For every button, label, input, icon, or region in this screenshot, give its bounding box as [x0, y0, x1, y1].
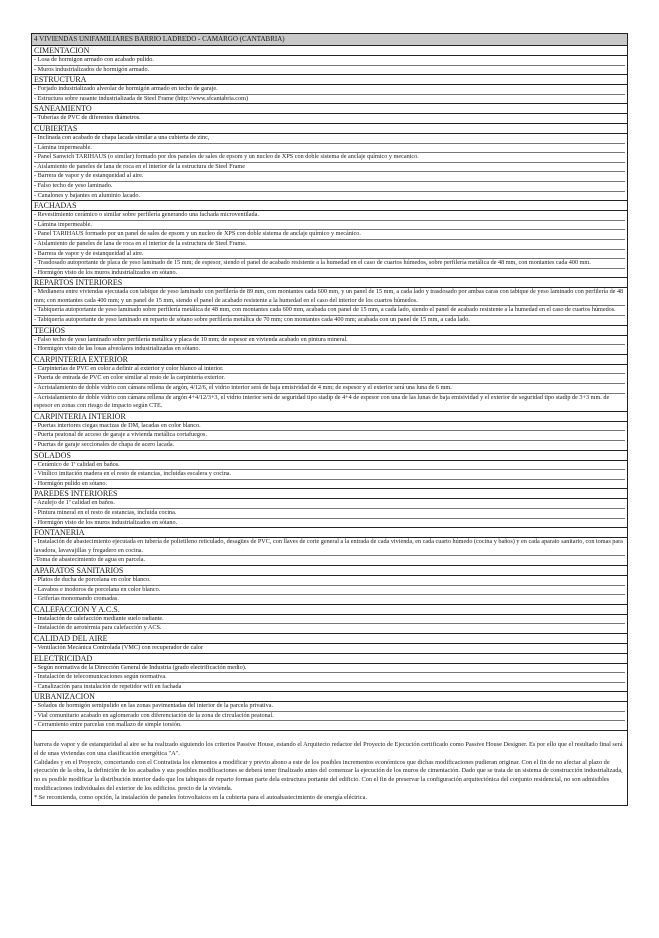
section-items	[32, 643, 628, 653]
note-paragraph: barrera de vapor y de estanqueidad al aire se ha realizado siguiendo los criterios Passive House, estando el Arquitecto redactor del Proyecto de Ejecución certificado como Passive House Designer. Es por ello que el resultado final será el de unas viviendas con una clasificación energética "A".	[34, 741, 623, 757]
section-items	[32, 663, 628, 692]
spec-item: - Tabiquería autoportante de yeso laminado sobre perfilería metálica de 48 mm, con montantes cada 600 mm, acabada con panel de 15 mm, a cada lado, siendo el panel de acabado resistente a la humedad en el caso de cuartos húmedos.	[34, 305, 625, 315]
spec-item: - Instalación de abastecimiento ejecutada en tubería de polietileno reticulado, desagües de PVC, con llaves de corte general a la entrada de cada vivienda, en cada cuarto húmedo (cocina y baños) y en cada aparato sanitario, con tomas para lavadora, lavavajillas y fregadero en cocina.	[34, 538, 623, 554]
specifications-document	[31, 33, 628, 806]
section-title: APARATOS SANITARIOS	[32, 565, 628, 575]
specifications-table	[31, 45, 628, 731]
section-items-row	[32, 85, 628, 104]
spec-item: - Instalación de calefacción mediante suelo radiante.	[34, 614, 164, 622]
section-title: URBANIZACION	[32, 692, 628, 702]
section-header-row	[32, 75, 628, 85]
spec-item: - Según normativa de la Dirección General de Industria (grado electrificación medio).	[34, 663, 247, 671]
spec-item: - Hormigón visto de los muros industrializados en sótano.	[34, 518, 625, 528]
spec-item: - Barrera de vapor y de estanqueidad al aire.	[34, 249, 625, 259]
section-header-row	[32, 489, 628, 499]
section-items	[32, 56, 628, 75]
spec-item: - Instalación de telecomunicaciones según normativa.	[34, 672, 625, 682]
spec-item: - Panel Sanwich TARIHAUS (o similar) formado por dos paneles de sales de epsom y un nucleo de XPS con doble sistema de anclaje químico y mecanico.	[34, 152, 625, 162]
section-header-row	[32, 46, 628, 56]
spec-item: - Cerramiento entre parcelas con mallazo de simple torsión.	[34, 720, 625, 730]
spec-item: - Tuberías de PVC de diferentes diámetros.	[34, 114, 141, 122]
section-items-row	[32, 421, 628, 450]
section-header-row	[32, 201, 628, 211]
section-items	[32, 460, 628, 489]
section-items-row	[32, 335, 628, 354]
section-items-row	[32, 133, 628, 200]
section-header-row	[32, 528, 628, 538]
section-header-row	[32, 354, 628, 364]
spec-item: - Estructura sobre rasante industrializada de Steel Frame (http://www.sfcantabria.com)	[34, 94, 625, 104]
spec-item: - Ventilación Mecánica Controlada (VMC) con recuperador de calor	[34, 643, 203, 651]
section-items-row	[32, 499, 628, 528]
section-items-row	[32, 364, 628, 411]
document-title: 4 VIVIENDAS UNIFAMILIARES BARRIO LADREDO - CAMARGO (CANTABRIA)	[31, 33, 628, 45]
section-header-row	[32, 450, 628, 460]
section-items	[32, 133, 628, 200]
spec-item: - Lámina impermeable.	[34, 220, 625, 230]
spec-item: - Canalones y bajantes en aluminio lacado.	[34, 191, 625, 201]
section-title: PAREDES INTERIORES	[32, 489, 628, 499]
section-title: FONTANERIA	[32, 528, 628, 538]
spec-item: - Vinílico imitación madera en el resto de estancias, incluidas escalera y cocina.	[34, 469, 625, 479]
spec-item: - Medianera entre viviendas ejecutada con tabique de yeso laminado con perfilería de 89 mm, con montantes cada 600 mm, y un panel de 15 mm, a cada lado y trasdosado por ambas caras con tabique de yeso laminado con perfilería de 48 mm; con montantes cada 400 mm; y un panel de 15 mm, siendo el panel de acabado resistente a la humedad en el caso del interior de los cuartos húmedos.	[34, 288, 624, 304]
note-paragraph: Calidades y en el Proyecto, concertando con el Contratista los elementos a modificar y previo abono a este de los posibles incrementos económicos que dichas modificaciones pudieran originar. Con el fin de no afectar al plazo de ejecución de la obra, la definición de los acabados y sus posibles modificaciones se deberá tener finalizado antes del comenzar la ejecución de los muros de cimentación. Dado que se trata de un sistema de construcción industrializada, no es posible modificar la distribución interior dado que los tabiques de reparto forman parte dela estructura portante del edificio. Con el fin de preservar la configuración arquitectónica del conjunto residencial, no son admisibles modificaciones individuales del exterior de los edificios. precio de la vivienda.	[34, 758, 623, 793]
spec-item: - Losa de hormigon armado con acabado pulido.	[34, 56, 154, 63]
section-items	[32, 702, 628, 731]
spec-item: - Azulejo de 1ª calidad en baños.	[34, 499, 115, 507]
spec-item: - Canalización para instalación de repetidor wifi en fachada	[34, 682, 625, 692]
section-items-row	[32, 211, 628, 278]
section-header-row	[32, 104, 628, 114]
note-paragraph: * Se recomienda, como opción, la instalación de paneles fotovoltaicos en la cubierta para el autoabastecimiento de energía eléctrica.	[34, 793, 367, 801]
spec-item: - Carpinterías de PVC en color a definir al exterior y color blanco al interior.	[34, 364, 224, 372]
section-items	[32, 288, 628, 325]
section-title: CALEFACCION Y A.C.S.	[32, 604, 628, 614]
section-items-row	[32, 702, 628, 731]
spec-item: - Solados de hormigón semipulido en las zonas pavimentadas del interior de la parcela privativa.	[34, 702, 274, 710]
section-title: CUBIERTAS	[32, 123, 628, 133]
section-items-row	[32, 288, 628, 325]
section-items	[32, 538, 628, 566]
spec-item: - Vial comunitario acabado en aglomerado con diferenciación de la zona de circulación peatonal.	[34, 711, 625, 721]
section-items-row	[32, 643, 628, 653]
section-items-row	[32, 663, 628, 692]
section-items	[32, 614, 628, 633]
section-header-row	[32, 633, 628, 643]
section-header-row	[32, 325, 628, 335]
spec-item: - Panel TARIHAUS formado por un panel de sales de epsom y un nucleo de XPS con doble sistema de anclaje químico y mecánico.	[34, 229, 625, 239]
section-items	[32, 114, 628, 124]
spec-item: - Aislamiento de paneles de lana de roca en el interior de la estructura de Steel Frame	[34, 162, 625, 172]
spec-item: - Platos de ducha de porcelana en color blanco.	[34, 575, 151, 583]
section-items	[32, 335, 628, 354]
section-title: CARPINTERIA EXTERIOR	[32, 354, 628, 364]
spec-item: -Toma de abastecimiento de agua en parcela.	[34, 555, 625, 565]
spec-item: - Hormigón visto de las losas alveolares industrializadas en sótano.	[34, 344, 625, 354]
section-header-row	[32, 411, 628, 421]
section-items-row	[32, 114, 628, 124]
section-items-row	[32, 614, 628, 633]
spec-item: - Puertas interiores ciegas macizas de DM, lacadas en color blanco.	[34, 421, 201, 429]
spec-item: - Puerta de entrada de PVC en color similar al resto de la carpintería exterior.	[34, 373, 625, 383]
section-title: TECHOS	[32, 325, 628, 335]
section-header-row	[32, 692, 628, 702]
section-title: CALIDAD DEL AIRE	[32, 633, 628, 643]
section-title: CARPINTERIA INTERIOR	[32, 411, 628, 421]
section-items	[32, 421, 628, 450]
notes-block	[31, 731, 628, 806]
specifications-body	[32, 46, 628, 731]
spec-item: - Hormigón visto de los muros industrializados en sótano.	[34, 268, 625, 278]
spec-item: - Acristalamiento de doble vidrio con cámara rellena de argón, 4/12/6, el vidrio interior será de baja emisividad de 4 mm; de espesor y el exterior será una luna de 6 mm.	[34, 383, 625, 393]
section-items-row	[32, 575, 628, 604]
spec-item: - Puerta peatonal de acceso de garaje a vivienda metálica cortafuegos.	[34, 430, 625, 440]
section-items	[32, 85, 628, 104]
section-title: FACHADAS	[32, 201, 628, 211]
section-title: REPARTOS INTERIORES	[32, 278, 628, 288]
spec-item: - Puertas de garaje seccionales de chapa de acero lacada.	[34, 440, 625, 450]
spec-item: - Hormigón pulido en sótano.	[34, 479, 625, 489]
spec-item: - Aislamiento de paneles de lana de roca en el interior de la estructura de Steel Frame.	[34, 239, 625, 249]
spec-item: - Muros industrializados de hormigón armado.	[34, 65, 625, 75]
spec-item: - Revestimiento cerámico o similar sobre perfilería generando una fachada microventilada.	[34, 211, 259, 219]
spec-item: - Inclinada con acabado de chapa lacada similar a una cubierta de zinc,	[34, 133, 210, 141]
spec-item: - Forjado industrializado alveolar de hormigón armado en techo de garaje.	[34, 85, 218, 93]
section-title: ESTRUCTURA	[32, 75, 628, 85]
spec-item: - Pintura mineral en el resto de estancias, incluida cocina.	[34, 508, 625, 518]
section-items	[32, 364, 628, 411]
spec-item: - Tabiquería autoportante de yeso laminado en reparto de sótano sobre perfilería metálica de 70 mm; con montantes cada 400 mm; acabada con un panel de 15 mm, a cada lado.	[34, 315, 625, 325]
section-items	[32, 211, 628, 278]
section-items-row	[32, 538, 628, 566]
section-items	[32, 499, 628, 528]
section-title: SOLADOS	[32, 450, 628, 460]
spec-item: - Lámina impermeable.	[34, 143, 625, 153]
section-header-row	[32, 123, 628, 133]
section-title: CIMENTACION	[32, 46, 628, 56]
section-items-row	[32, 56, 628, 75]
spec-item: - Acristalamiento de doble vidrio con cámara rellena de argón 4+4/12/3+3, el vidrio interior será de seguridad tipo stadip de 4+4 de espesor con una de las lunas de baja emisividad y el exterior de seguridad tipo stadip de 3+3 mm. de espesor en zonas con riesgo de impacto según CTE.	[34, 393, 625, 411]
spec-item: - Instalación de aerotérmia para calefacción y ACS.	[34, 623, 625, 633]
spec-item: - Trasdosado autoportante de placa de yeso laminado de 15 mm; de espesor, siendo el panel de acabado resistente a la humedad en el caso de cuartos húmedos, sobre perfilería metálica de 48 mm, con montantes cada 400 mm.	[34, 258, 625, 268]
section-header-row	[32, 278, 628, 288]
section-header-row	[32, 565, 628, 575]
spec-item: - Falso techo de yeso laminado.	[34, 181, 625, 191]
section-header-row	[32, 653, 628, 663]
section-title: SANEAMIENTO	[32, 104, 628, 114]
section-header-row	[32, 604, 628, 614]
spec-item: - Lavabos e inodoros de porcelana en color blanco.	[34, 585, 625, 595]
section-title: ELECTRICIDAD	[32, 653, 628, 663]
spec-item: - Cerámico de 1ª calidad en baños.	[34, 460, 120, 468]
spec-item: - Griferías monomando cromadas.	[34, 594, 625, 604]
spec-item: - Falso techo de yeso laminado sobre perfilería metálica y placa de 10 mm; de espesor en vivienda acabado en pintura mineral.	[34, 335, 348, 343]
section-items-row	[32, 460, 628, 489]
section-items	[32, 575, 628, 604]
spec-item: - Barrera de vapor y de estanqueidad al aire.	[34, 171, 625, 181]
